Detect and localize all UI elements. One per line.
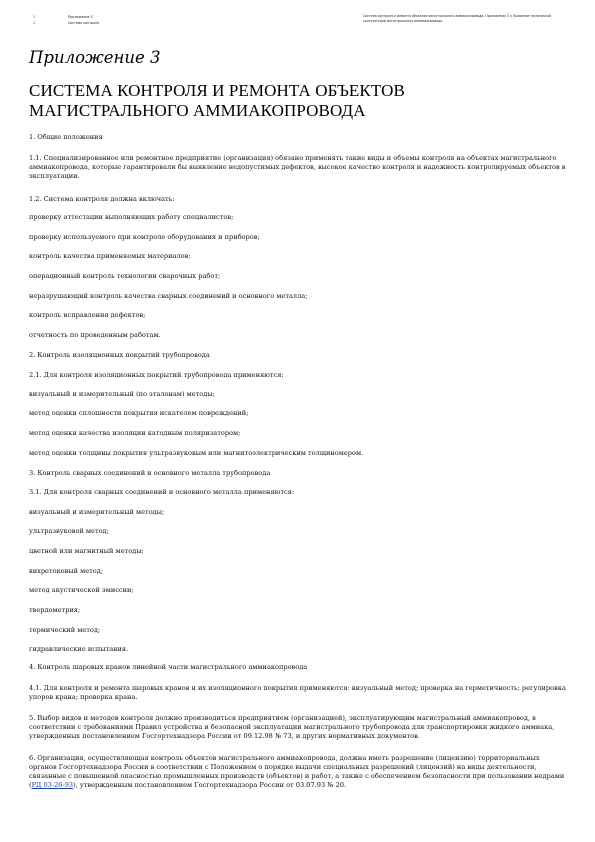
section-heading-3: 3. Контроль сварных соединений и основного металла трубопровода bbox=[29, 469, 271, 477]
paragraph-3-1: 3.1. Для контроля сварных соединений и основного металла применяются: bbox=[29, 488, 295, 496]
paragraph-6-text: 6. Организация, осуществляющая контроль объектов магистрального аммиакопровода, должна иметь разрешение (лицензию) территориальных органов Госгортехнадзора России в соответствии с Положением о порядке выдачи специальных разрешений (лицензий) на виды деятельности, связанные с повышенной опасностью промышленных производств (объектов) и работ, а также с обеспечением безопасности при пользовании недрами ( bbox=[29, 754, 565, 789]
section-heading-4: 4. Контроль шаровых кранов линейной части магистрального аммиакопровода bbox=[29, 663, 308, 671]
list-item: неразрушающий контроль качества сварных соединений и основного металла; bbox=[29, 292, 308, 300]
list-item: проверку используемого при контроле оборудования и приборов; bbox=[29, 233, 260, 241]
list-item: контроль качества применяемых материалов; bbox=[29, 252, 191, 260]
paragraph-1-1: 1.1. Специализированное или ремонтное предприятие (организация) обязано применять такие виды и объемы контроля на объектах магистрального аммиакопровода, которые гарантировали бы выявление недопустимых дефектов, высокое качество контроля и надежность контролируемых объектов в эксплуатации. bbox=[29, 154, 566, 180]
paragraph-6 bbox=[29, 754, 569, 790]
header-page-number: 1 bbox=[33, 15, 36, 19]
section-heading-1: 1. Общие положения bbox=[29, 133, 103, 141]
list-item: проверку аттестации выполняющих работу специалистов; bbox=[29, 213, 234, 221]
list-item: термический метод; bbox=[29, 626, 101, 634]
list-item: метод оценки толщины покрытия ультразвуковым или магнитоэлектрическим толщиномером. bbox=[29, 449, 364, 457]
list-item: вихретоковый метод; bbox=[29, 567, 104, 575]
paragraph-6-tail: ), утвержденным постановлением Госгортехнадзора России от 03.07.93 № 20. bbox=[73, 781, 347, 789]
list-item: метод акустической эмиссии; bbox=[29, 586, 134, 594]
header-doc-section: Приложение 3 bbox=[68, 15, 93, 19]
list-item: твердометрия; bbox=[29, 606, 81, 614]
list-item: контроль исправления дефектов; bbox=[29, 311, 146, 319]
header-doc-subsection: Система контроля bbox=[68, 21, 99, 25]
paragraph-1-2: 1.2. Система контроля должна включать: bbox=[29, 195, 175, 203]
section-heading-2: 2. Контроль изоляционных покрытий трубопровода bbox=[29, 351, 210, 359]
list-item: ультразвуковой метод; bbox=[29, 527, 109, 535]
paragraph-5: 5. Выбор видов и методов контроля должно производиться предприятием (организацией), эксплуатирующим магистральный аммиакопровод, в соответствии с требованиями Правил устройства и безопасной эксплуатации магистрального трубопровода для транспортировки жидкого аммиака, утвержденных постановлением Госгортехнадзора России от 09.12.98 № 73, и других нормативных документов. bbox=[29, 714, 555, 740]
list-item: цветной или магнитный методы; bbox=[29, 547, 144, 555]
list-item: визуальный и измерительный (по эталонам) методы; bbox=[29, 390, 215, 398]
list-item: метод оценки сплошности покрытия искателем повреждений; bbox=[29, 409, 249, 417]
list-item: метод оценки качества изоляции катодным поляризатором; bbox=[29, 429, 241, 437]
header-doc-title: Система контроля и ремонта объектов магистрального аммиакопровода. Приложение 3 к Правилам технической эксплуатации магистрального аммиакопровода bbox=[363, 14, 551, 23]
list-item: визуальный и измерительный методы; bbox=[29, 508, 165, 516]
list-item: операционный контроль технологии сварочных работ; bbox=[29, 272, 221, 280]
paragraph-2-1: 2.1. Для контроля изоляционных покрытий трубопровода применяются: bbox=[29, 371, 284, 379]
list-item: гидравлические испытания. bbox=[29, 645, 129, 653]
header-page-number-2: 1 bbox=[33, 21, 36, 25]
rd-03-26-93-link[interactable]: РД 03-26-93 bbox=[31, 781, 74, 789]
page-title: СИСТЕМА КОНТРОЛЯ И РЕМОНТА ОБЪЕКТОВ МАГИСТРАЛЬНОГО АММИАКОПРОВОДА bbox=[29, 81, 405, 120]
list-item: отчетность по проведенным работам. bbox=[29, 331, 161, 339]
appendix-label: Приложение 3 bbox=[29, 48, 161, 67]
paragraph-4-1: 4.1. Для контроля и ремонта шаровых кранов и их изоляционного покрытия применяются: визуальный метод; проверка на герметичность; регулировка упоров крана; проверка крана. bbox=[29, 684, 566, 701]
